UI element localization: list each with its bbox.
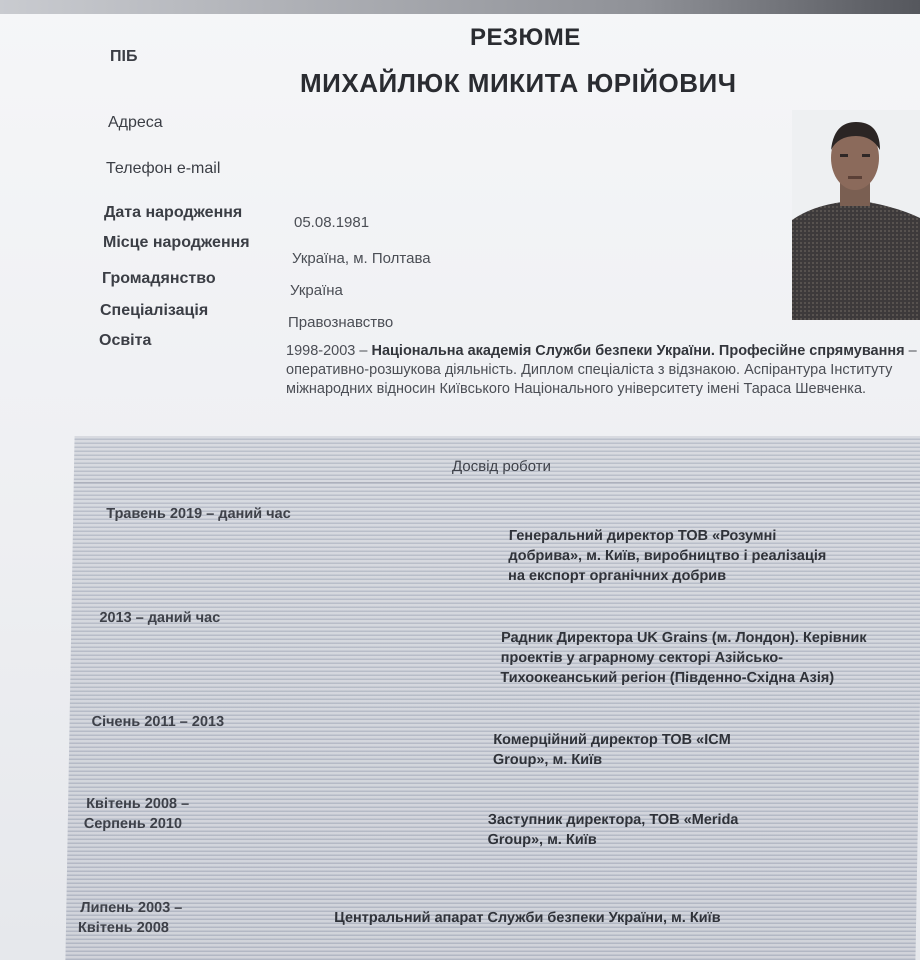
citizenship-value: Україна	[290, 282, 343, 299]
work-role: Комерційний директор ТОВ «ICM Group», м. Київ	[492, 732, 731, 768]
work-period: 2013 – даний час	[99, 610, 221, 626]
birth-date-value: 05.08.1981	[294, 214, 370, 231]
specialization-value: Правознавство	[288, 314, 394, 331]
work-period-start: Квітень 2008 –	[86, 796, 190, 812]
specialization-label: Спеціалізація	[100, 302, 209, 319]
education-text	[286, 342, 920, 399]
resume-title: РЕЗЮМЕ	[470, 24, 581, 51]
monitor-edge	[0, 0, 920, 14]
work-role: Радник Директора UK Grains (м. Лондон). Керівник проектів у аграрному секторі Азійсько-Тихоокеанський регіон (Південно-Східна Азія)	[500, 630, 867, 686]
work-period-end: Квітень 2008	[77, 920, 170, 936]
phone-email-label: Телефон e-mail	[106, 160, 221, 177]
pib-label: ПІБ	[110, 48, 138, 65]
education-label: Освіта	[99, 332, 152, 349]
birth-place-label: Місце народження	[103, 234, 250, 251]
work-period-start: Липень 2003 –	[80, 900, 183, 916]
work-period: Січень 2011 – 2013	[91, 714, 225, 730]
education-details: – оперативно-розшукова діяльність. Диплом спеціаліста з відзнакою. Аспірантура Інституту міжнародних відносин Київського Національного університету імені Тараса Шевченка.	[286, 343, 917, 397]
birth-place-value: Україна, м. Полтава	[292, 250, 431, 267]
work-period-end: Серпень 2010	[83, 816, 183, 832]
work-role: Центральний апарат Служби безпеки України, м. Київ	[334, 910, 721, 926]
work-period: Травень 2019 – даний час	[106, 506, 291, 522]
birth-date-label: Дата народження	[104, 204, 243, 221]
address-label: Адреса	[108, 114, 163, 131]
work-heading: Досвід роботи	[451, 458, 552, 475]
work-role: Заступник директора, ТОВ «Merida Group», м. Київ	[487, 812, 739, 848]
work-experience-table	[65, 436, 920, 960]
citizenship-label: Громадянство	[102, 270, 216, 287]
work-role: Генеральний директор ТОВ «Розумні добрива», м. Київ, виробництво і реалізація на експорт органічних добрив	[507, 528, 827, 584]
full-name: МИХАЙЛЮК МИКИТА ЮРІЙОВИЧ	[300, 68, 737, 98]
education-institution: Національна академія Служби безпеки України. Професійне спрямування	[371, 343, 905, 359]
table-divider	[74, 482, 920, 483]
portrait-icon	[792, 110, 920, 320]
education-years: 1998-2003 –	[286, 343, 372, 359]
portrait-photo	[792, 110, 920, 320]
